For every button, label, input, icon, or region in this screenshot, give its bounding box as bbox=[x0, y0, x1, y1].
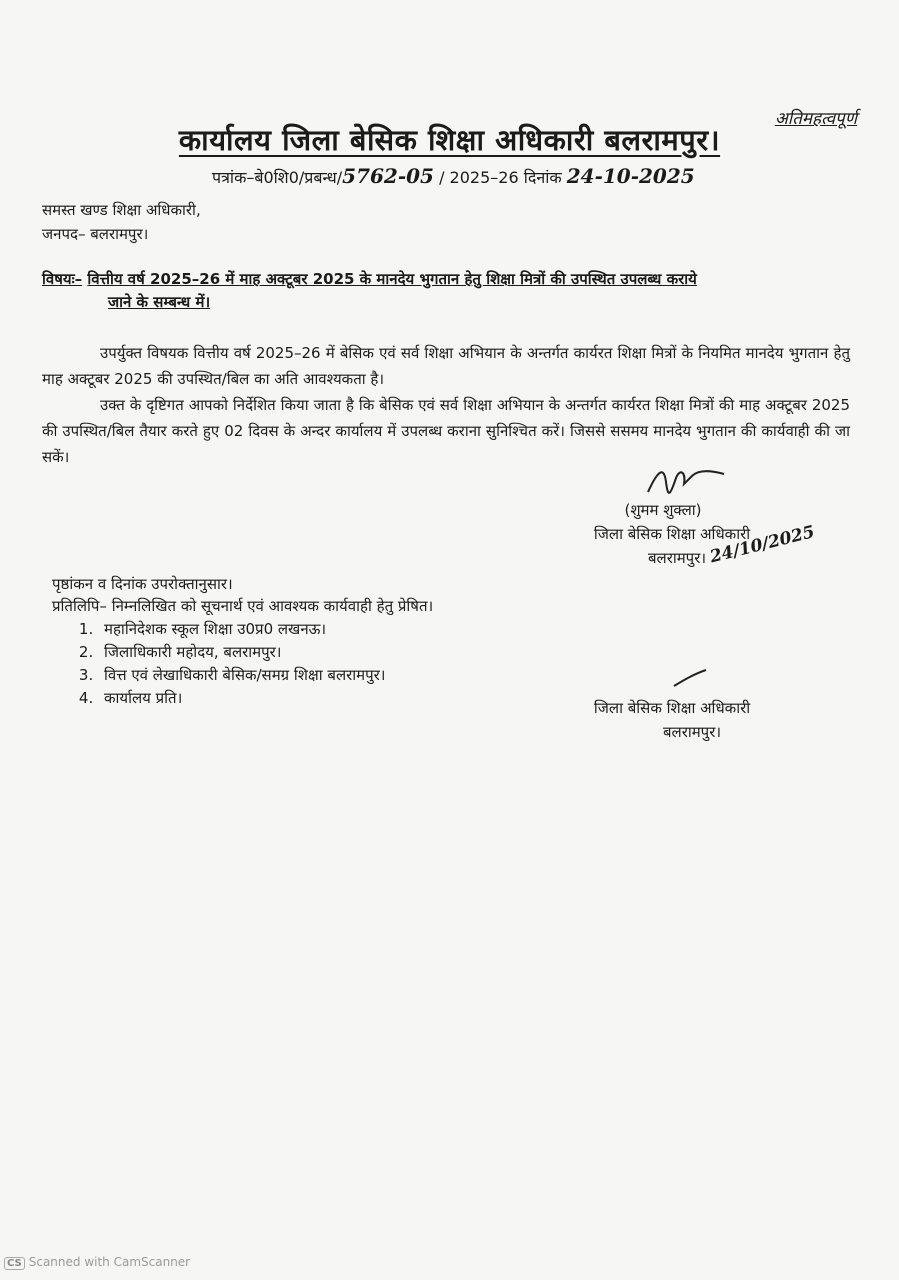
signature-scribble-1 bbox=[640, 462, 730, 502]
ref-date: 24-10-2025 bbox=[566, 164, 695, 188]
signatory-place: बलरामपुर। bbox=[647, 549, 707, 567]
urgency-mark: अतिमहत्वपूर्ण bbox=[774, 109, 857, 129]
subject-label: विषयः– bbox=[42, 270, 83, 288]
list-item: 3. वित्त एवं लेखाधिकारी बेसिक/समग्र शिक्षा बलरामपुर। bbox=[98, 664, 385, 687]
subject bbox=[42, 268, 860, 314]
ref-year: / 2025–26 दिनांक bbox=[439, 168, 562, 187]
addressee-line-2: जनपद– बलरामपुर। bbox=[42, 225, 149, 243]
signatory-name: (शुमम शुक्ला) bbox=[624, 501, 702, 519]
office-title: कार्यालय जिला बेसिक शिक्षा अधिकारी बलरामपुर। bbox=[178, 123, 721, 157]
signatory-2-designation: जिला बेसिक शिक्षा अधिकारी bbox=[593, 699, 751, 717]
body-paragraph-1: उपर्युक्त विषयक वित्तीय वर्ष 2025–26 में बेसिक एवं सर्व शिक्षा अभियान के अन्तर्गत कार्यरत शिक्षा मित्रों के नियमित मानदेय भुगतान हेतु माह अक्टूबर 2025 की उपस्थित/बिल का अति आवश्यकता है। bbox=[42, 344, 850, 388]
scanner-watermark bbox=[4, 1255, 190, 1270]
subject-line-2: जाने के सम्बन्ध में। bbox=[108, 293, 211, 311]
ref-prefix: पत्रांक–बे0शि0/प्रबन्ध/ bbox=[212, 168, 343, 187]
body-paragraph-2: उक्त के दृष्टिगत आपको निर्देशित किया जाता है कि बेसिक एवं सर्व शिक्षा अभियान के अन्तर्गत कार्यरत शिक्षा मित्रों की माह अक्टूबर 2025 की उपस्थित/बिल तैयार करते हुए 02 दिवस के अन्दर कार्यालय में उपलब्ध कराना सुनिश्चित करें। जिससे ससमय मानदेय भुगतान की कार्यवाही की जा सकें। bbox=[42, 396, 850, 466]
list-item: 2. जिलाधिकारी महोदय, बलरामपुर। bbox=[98, 641, 385, 664]
signature-scribble-2 bbox=[670, 668, 710, 690]
list-item: 1. महानिदेशक स्कूल शिक्षा उ0प्र0 लखनऊ। bbox=[98, 618, 385, 641]
list-item: 4. कार्यालय प्रति। bbox=[98, 687, 385, 710]
subject-line-1: वित्तीय वर्ष 2025–26 में माह अक्टूबर 2025 के मानदेय भुगतान हेतु शिक्षा मित्रों की उपस्थित उपलब्ध कराये bbox=[87, 270, 697, 288]
endorsement-line-1: पृष्ठांकन व दिनांक उपरोक्तानुसार। bbox=[52, 575, 233, 593]
copy-list bbox=[52, 618, 385, 710]
addressee-line-1: समस्त खण्ड शिक्षा अधिकारी, bbox=[42, 201, 201, 219]
scanner-badge: CS bbox=[4, 1257, 25, 1270]
ref-number: 5762-05 bbox=[342, 164, 434, 188]
signature-date: 24/10/2025 bbox=[708, 522, 817, 568]
signatory-2-place: बलरामपुर। bbox=[662, 723, 722, 741]
body bbox=[42, 340, 850, 470]
reference-line bbox=[212, 164, 695, 188]
endorsement-line-2: प्रतिलिपि– निम्नलिखित को सूचनार्थ एवं आवश्यक कार्यवाही हेतु प्रेषित। bbox=[52, 597, 434, 615]
scanner-text: Scanned with CamScanner bbox=[28, 1255, 191, 1269]
signatory-designation: जिला बेसिक शिक्षा अधिकारी bbox=[593, 525, 751, 543]
